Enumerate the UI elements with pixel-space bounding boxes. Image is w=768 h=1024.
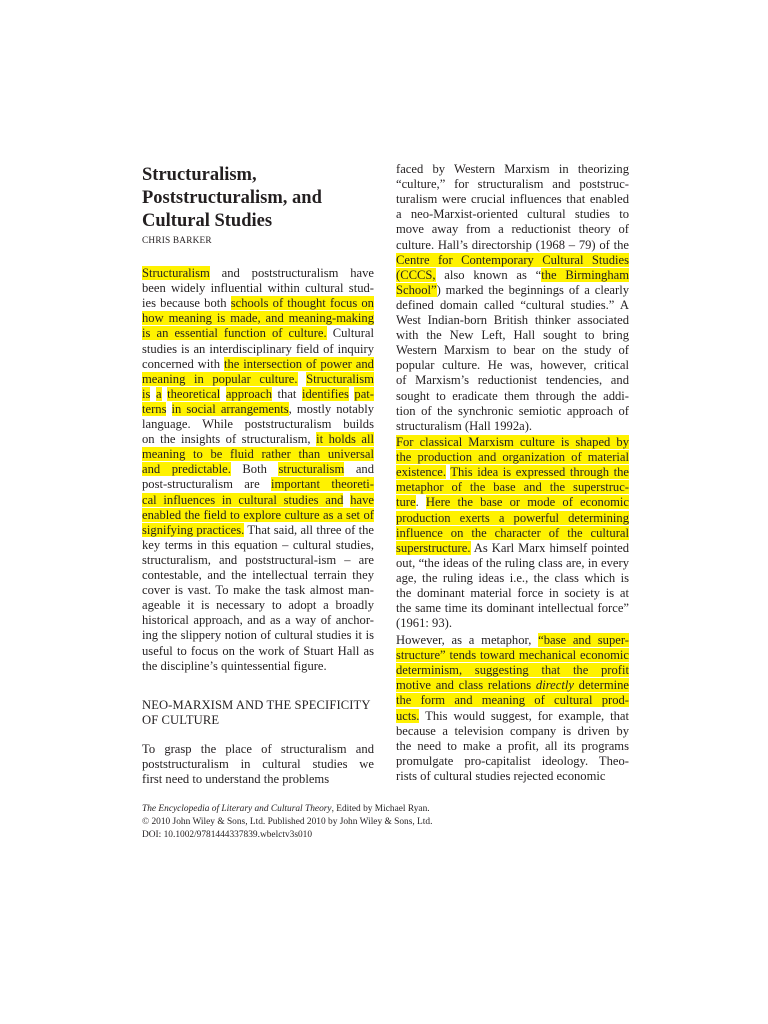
text-run: sought to eradicate them through the addi- (396, 388, 629, 403)
body-text-line (142, 742, 374, 757)
text-run: Western Marxism to bear on the study of (396, 343, 629, 358)
body-text-line (396, 571, 629, 586)
body-text-line (396, 526, 629, 541)
text-run: culture. Hall’s directorship (1968 – 79) of the (396, 237, 629, 252)
body-text-line (396, 343, 629, 358)
body-text-line (142, 402, 374, 417)
highlighted-text: approach (225, 386, 272, 401)
text-run: with the New Left, Hall sought to bring (396, 328, 629, 343)
text-run: been widely influential within cultural stud- (142, 281, 374, 296)
body-text-line (396, 633, 629, 648)
text-run: of Marxism’s reductionist tendencies, and (396, 373, 629, 388)
body-text-line (396, 222, 629, 237)
text-run: As Karl Marx himself pointed (470, 540, 629, 555)
footer-editor: , Edited by Michael Ryan. (331, 804, 430, 814)
highlighted-text: directly (535, 678, 574, 693)
highlighted-text: ture (396, 495, 416, 510)
body-text-line (142, 447, 374, 462)
author-name: CHRIS BARKER (142, 236, 212, 246)
body-text-line (396, 313, 629, 328)
body-text-line (142, 342, 374, 357)
highlighted-text: ucts. (396, 708, 420, 723)
body-text-line (396, 556, 629, 571)
body-text-line (142, 462, 374, 477)
text-run: useful to focus on the work of Stuart Hall as (142, 643, 374, 658)
footer-book-title: The Encyclopedia of Literary and Cultural Theory (142, 804, 332, 814)
body-text-line (142, 772, 374, 787)
highlighted-text: pat- (354, 386, 375, 401)
highlighted-text: This idea is expressed through the (450, 465, 629, 480)
text-run: poststructuralism in cultural studies we (142, 757, 374, 772)
body-text-line (396, 480, 629, 495)
text-run: ageable it is necessary to adopt a broadly (142, 598, 374, 613)
text-run: concerned with (142, 356, 224, 371)
highlighted-text: Structuralism (142, 266, 210, 280)
text-run: promulgate pro-capitalist ideology. Theo- (396, 753, 629, 768)
text-run: cover is vast. To make the task almost man- (142, 583, 374, 598)
text-run: structuralism, and poststructural-ism – are (142, 552, 374, 567)
body-text-line (142, 757, 374, 772)
highlighted-text: School” (396, 282, 437, 297)
body-text-line (396, 419, 629, 434)
text-run: and (344, 462, 374, 477)
body-text-line (142, 296, 374, 311)
text-run: faced by Western Marxism in theorizing (396, 162, 629, 176)
body-text-line (396, 283, 629, 298)
text-run: also known as “ (435, 267, 542, 282)
text-run: Both (230, 462, 279, 477)
body-text-line (396, 601, 629, 616)
highlighted-text: determine (573, 678, 629, 693)
body-text-line (396, 724, 629, 739)
body-text-line (396, 693, 629, 708)
text-run: out, “the ideas of the ruling class are, in every (396, 555, 629, 570)
text-run: However, as a metaphor, (396, 633, 539, 647)
highlighted-text: terns (142, 401, 167, 416)
text-run: and poststructuralism have (209, 266, 374, 280)
body-text-line (142, 372, 374, 387)
text-run: studies is an interdisciplinary field of inquiry (142, 341, 374, 356)
text-run (166, 402, 171, 416)
body-text-line (142, 493, 374, 508)
footer-citation (142, 803, 432, 816)
body-text-line (396, 450, 629, 465)
body-text-line (396, 207, 629, 222)
body-text-line (396, 465, 629, 480)
text-run: the discipline’s quintessential figure. (142, 658, 327, 673)
body-text-line (396, 328, 629, 343)
highlighted-text: “base and super- (538, 633, 629, 647)
body-text-line (142, 628, 374, 643)
highlighted-text: schools of thought focus on (230, 296, 374, 311)
body-text-line (396, 648, 629, 663)
text-run: , mostly notably (288, 401, 374, 416)
body-text-line (396, 709, 629, 724)
highlighted-text: metaphor of the base and the superstruc- (396, 480, 629, 495)
body-text-line (142, 613, 374, 628)
highlighted-text: Centre for Contemporary Cultural Studies (396, 252, 629, 267)
body-text-line (142, 598, 374, 613)
highlighted-text: production exerts a powerful determining (396, 510, 629, 525)
body-text-line (142, 417, 374, 432)
highlighted-text: the production and organization of material (396, 450, 629, 465)
highlighted-text: is (142, 386, 151, 401)
text-run (220, 387, 226, 401)
highlighted-text: have (350, 492, 374, 507)
body-text-line (396, 358, 629, 373)
body-text-line (396, 541, 629, 556)
text-run: move away from a reductionist theory of (396, 222, 629, 237)
title-line: Structuralism, (142, 165, 257, 185)
text-run: on the insights of structuralism, (142, 432, 317, 447)
body-text-line (142, 311, 374, 326)
text-run: historical approach, and as a way of anchor- (142, 613, 374, 628)
text-run: Cultural (326, 326, 374, 341)
text-run: first need to understand the problems (142, 772, 330, 787)
body-text-line (396, 511, 629, 526)
text-run: structuralism (Hall 1992a). (396, 418, 533, 433)
text-run: defined domain called “cultural studies.” A (396, 297, 629, 312)
text-run: To grasp the place of structuralism and (142, 742, 374, 756)
text-run: West Indian-born British thinker associated (396, 313, 629, 327)
body-text-line (396, 389, 629, 404)
highlighted-text: the intersection of power and (223, 356, 374, 371)
highlighted-text: theoretical (167, 386, 221, 401)
highlighted-text: the form and meaning of cultural prod- (396, 693, 629, 708)
text-run: key terms in this equation – cultural studies, (142, 537, 374, 552)
text-run: (1961: 93). (396, 616, 452, 631)
body-text-line (142, 583, 374, 598)
text-run: ) marked the beginnings of a clearly (436, 282, 629, 297)
body-text-line (396, 162, 629, 177)
body-text-line (142, 644, 374, 659)
highlighted-text: existence. (396, 465, 446, 480)
text-run: a neo-Marxist-oriented cultural studies to (396, 207, 629, 222)
highlighted-text: determinism, suggesting that the profit (396, 663, 629, 678)
section-heading-line: OF CULTURE (142, 713, 220, 727)
text-run: ies because both (142, 296, 231, 311)
body-text-line (396, 663, 629, 678)
highlighted-text: (CCCS, (396, 267, 436, 282)
highlighted-text: in social arrangements (171, 401, 289, 416)
highlighted-text: signifying practices. (142, 522, 245, 537)
highlighted-text: is an essential function of culture. (142, 326, 327, 341)
body-text-line (142, 508, 374, 523)
highlighted-text: Here the base or mode of economic (425, 495, 629, 510)
body-text-line (142, 659, 374, 674)
highlighted-text: Structuralism (306, 371, 374, 386)
body-text-line (396, 404, 629, 419)
text-run: the dominant material force in society is at (396, 586, 629, 600)
body-text-line (396, 177, 629, 192)
text-run: age, the ruling ideas i.e., the class which is (396, 570, 629, 585)
section-heading (142, 698, 371, 728)
title-line: Cultural Studies (142, 211, 273, 231)
body-text-line (142, 538, 374, 553)
text-run: the need to make a profit, all its programs (396, 738, 629, 753)
body-text-line (142, 432, 374, 447)
highlighted-text: a (155, 386, 162, 401)
body-text-line (396, 769, 629, 784)
body-text-line (396, 298, 629, 313)
text-run: that (272, 386, 302, 401)
body-text-line (396, 435, 629, 450)
body-text-line (396, 192, 629, 207)
text-run: contestable, and the intellectual terrain they (142, 568, 374, 582)
body-text-line (142, 326, 374, 341)
footer-copyright: © 2010 John Wiley & Sons, Ltd. Published 2010 by John Wiley & Sons, Ltd. (142, 817, 433, 827)
article-title (142, 164, 382, 233)
text-run: language. While poststructuralism builds (142, 417, 374, 431)
highlighted-text: how meaning is made, and meaning-making (142, 311, 374, 326)
body-text-line (396, 586, 629, 601)
text-run: “culture,” for structuralism and poststruc- (396, 177, 629, 192)
title-line: Poststructuralism, and (142, 188, 322, 208)
footer (142, 803, 432, 842)
body-text-line (142, 357, 374, 372)
body-text-line (142, 568, 374, 583)
highlighted-text: superstructure. (396, 540, 471, 555)
body-text-line (142, 477, 374, 492)
text-run: tion of the synchronic semiotic approach of (396, 403, 629, 418)
body-text-line (396, 616, 629, 631)
text-run: because a television company is driven by (396, 723, 629, 738)
body-text-line (396, 739, 629, 754)
highlighted-text: and predictable. (142, 462, 231, 477)
highlighted-text: structuralism (278, 462, 345, 477)
text-run: ing the slippery notion of cultural studies it is (142, 628, 374, 643)
highlighted-text: enabled the field to explore culture as a set of (142, 507, 374, 522)
highlighted-text: the Birmingham (541, 267, 630, 282)
text-run: the same time its dominant intellectual force” (396, 601, 629, 616)
highlighted-text: motive and class relations (396, 678, 536, 693)
text-run: That said, all three of the (244, 522, 375, 537)
text-run: . (415, 495, 426, 510)
text-run: This would suggest, for example, that (419, 708, 629, 723)
body-text-line (396, 754, 629, 769)
body-text-line (142, 281, 374, 296)
body-text-line (396, 268, 629, 283)
highlighted-text: cal influences in cultural studies and (142, 492, 344, 507)
text-run: rists of cultural studies rejected economic (396, 768, 606, 783)
body-text-line (142, 523, 374, 538)
highlighted-text: identifies (301, 386, 349, 401)
body-text-line (396, 495, 629, 510)
text-run: turalism were crucial influences that enabled (396, 192, 629, 207)
text-run: post-structuralism are (142, 477, 272, 492)
highlighted-text: For classical Marxism culture is shaped by (396, 435, 629, 449)
text-run: popular culture. He was, however, critical (396, 358, 629, 373)
body-text-line (142, 266, 374, 281)
text-run (298, 372, 307, 386)
body-text-line (396, 678, 629, 693)
highlighted-text: meaning to be fluid rather than universal (142, 447, 374, 462)
highlighted-text: structure” tends toward mechanical economic (396, 648, 629, 663)
highlighted-text: meaning in popular culture. (142, 371, 298, 386)
highlighted-text: it holds all (316, 432, 374, 447)
highlighted-text: influence on the character of the cultural (396, 525, 629, 540)
section-heading-line: NEO-MARXISM AND THE SPECIFICITY (142, 698, 371, 712)
footer-doi: DOI: 10.1002/9781444337839.wbelctv3s010 (142, 830, 313, 840)
body-text-line (396, 238, 629, 253)
body-text-line (142, 553, 374, 568)
body-text-line (396, 253, 629, 268)
highlighted-text: important theoreti- (271, 477, 374, 492)
body-text-line (396, 373, 629, 388)
body-text-line (142, 387, 374, 402)
